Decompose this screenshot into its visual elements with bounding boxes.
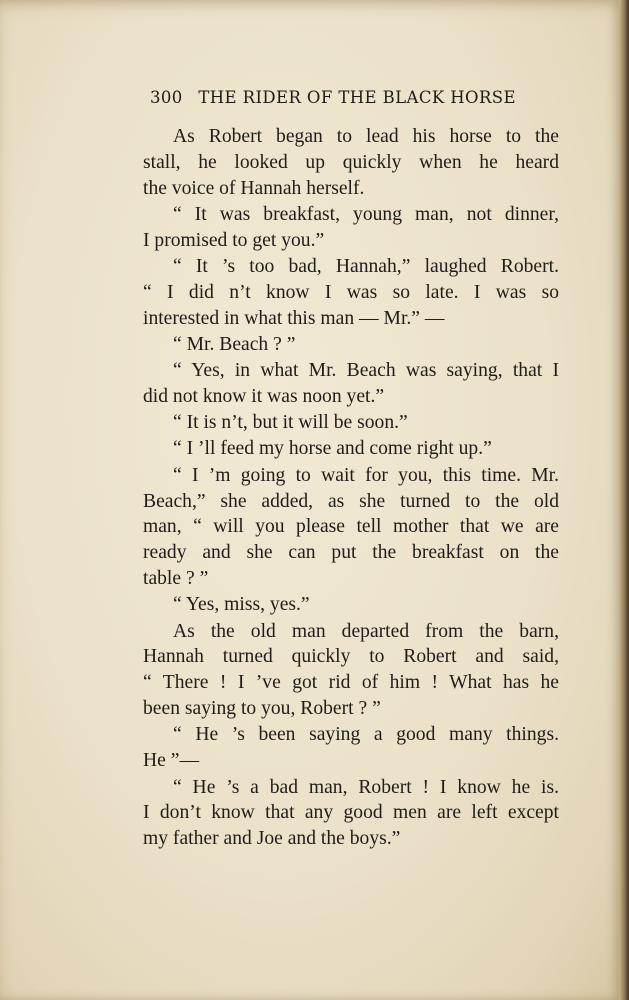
text-line: He ”— [143,750,200,772]
text-line: been saying to you, Robert ? ” [143,698,381,720]
text-line: ready and she can put the breakfast on the [143,542,559,564]
text-line: my father and Joe and the boys.” [143,828,401,850]
text-line: “ Yes, in what Mr. Beach was saying, that I [173,360,559,382]
text-line: “ He ’s been saying a good many things. [173,724,559,746]
text-line: the voice of Hannah herself. [143,177,365,199]
text-line: As the old man departed from the barn, [173,620,559,642]
text-line: As Robert began to lead his horse to the [173,126,559,147]
page-header [150,88,532,107]
text-line: “ He ’s a bad man, Robert ! I know he is. [173,776,559,798]
text-line: Hannah turned quickly to Robert and said, [143,646,559,668]
text-line: “ It was breakfast, young man, not dinner, [173,203,559,225]
text-line: “ Yes, miss, yes.” [173,594,310,616]
text-line: man, “ will you please tell mother that we are [143,516,559,538]
text-line: I don’t know that any good men are left except [143,802,559,824]
page-edge [619,0,629,1000]
text-line: “ I did n’t know I was so late. I was so [143,281,559,303]
body-text [143,124,559,852]
text-line: “ There ! I ’ve got rid of him ! What has he [143,672,559,694]
text-line: I promised to get you.” [143,229,325,251]
running-head: THE RIDER OF THE BLACK HORSE [198,88,516,107]
page-number: 300 [150,88,183,107]
text-line: “ I ’ll feed my horse and come right up.” [173,438,492,460]
text-line: Beach,” she added, as she turned to the old [143,490,559,512]
text-line: stall, he looked up quickly when he heard [143,151,559,173]
text-line: did not know it was noon yet.” [143,386,385,408]
text-line: table ? ” [143,568,209,590]
text-line: “ It is n’t, but it will be soon.” [173,412,408,434]
text-line: “ I ’m going to wait for you, this time. Mr. [173,464,559,486]
text-line: “ Mr. Beach ? ” [173,334,296,356]
text-line: interested in what this man — Mr.” — [143,307,445,329]
text-line: “ It ’s too bad, Hannah,” laughed Robert. [173,256,559,278]
